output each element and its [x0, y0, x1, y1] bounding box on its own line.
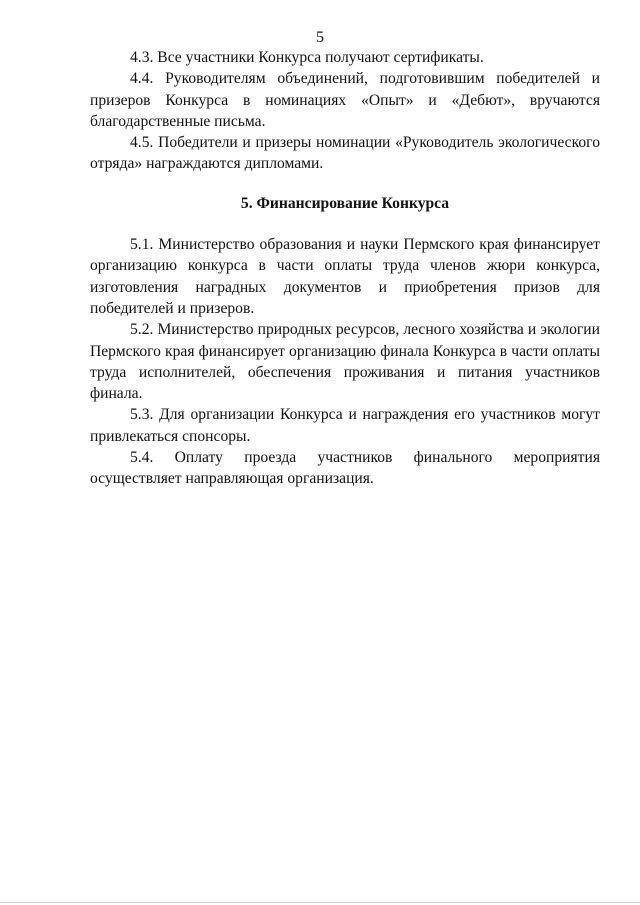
paragraph-4-5: 4.5. Победители и призеры номинации «Руководитель экологического отряда» награждаются дипломами.	[90, 134, 600, 173]
paragraph-5-3: 5.3. Для организации Конкурса и награждения его участников могут привлекаться спонсоры.	[90, 406, 600, 445]
document-body	[90, 47, 600, 490]
paragraph-5-2: 5.2. Министерство природных ресурсов, лесного хозяйства и экологии Пермского края финансирует организацию финала Конкурса в части оплаты труда исполнителей, обеспечения проживания и питания участников финала.	[90, 321, 600, 403]
paragraph-5-1: 5.1. Министерство образования и науки Пермского края финансирует организацию конкурса в части оплаты труда членов жюри конкурса, изготовления наградных документов и приобретения призов для победителей и призеров.	[90, 236, 600, 317]
paragraph-4-3: 4.3. Все участники Конкурса получают сертификаты.	[130, 49, 484, 66]
paragraph-5-4: 5.4. Оплату проезда участников финального мероприятия осуществляет направляющая организация.	[90, 449, 600, 488]
paragraph-4-4: 4.4. Руководителям объединений, подготовившим победителей и призеров Конкурса в номинациях «Опыт» и «Дебют», вручаются благодарственные письма.	[90, 70, 600, 130]
section-5-heading: 5. Финансирование Конкурса	[240, 194, 450, 212]
scan-bottom-edge	[0, 902, 640, 903]
page-number: 5	[316, 29, 324, 46]
